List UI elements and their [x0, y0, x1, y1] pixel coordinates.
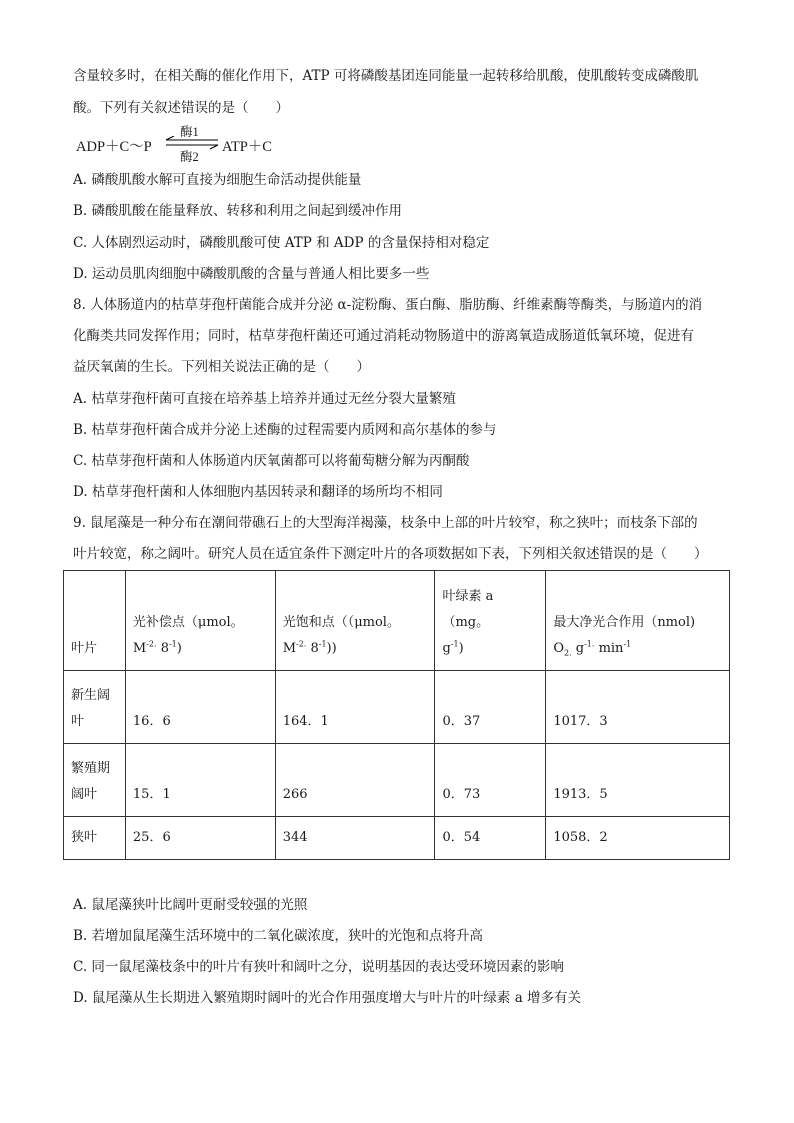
enzyme-1-label: 酶1	[180, 125, 199, 139]
q7-option-c: C. 人体剧烈运动时，磷酸肌酸可使 ATP 和 ADP 的含量保持相对稳定	[73, 235, 490, 251]
intro-line-1: 含量较多时，在相关酶的催化作用下，ATP 可将磷酸基团连同能量一起转移给肌酸，使肌酸转变成磷酸肌	[73, 68, 699, 84]
table-cell: 1017．3	[546, 671, 730, 744]
q8-option-b: B. 枯草芽孢杆菌合成并分泌上述酶的过程需要内质网和高尔基体的参与	[73, 422, 497, 438]
q9-option-b: B. 若增加鼠尾藻生活环境中的二氧化碳浓度，狭叶的光饱和点将升高	[73, 928, 484, 944]
row-label: 新生阔 叶	[64, 671, 126, 744]
q8-stem-line-3: 益厌氧菌的生长。下列相关说法正确的是（ ）	[73, 359, 370, 375]
table-header-row	[64, 571, 730, 671]
q7-option-a: A. 磷酸肌酸水解可直接为细胞生命活动提供能量	[73, 172, 362, 188]
table-cell: 0．54	[435, 817, 546, 860]
q8-stem-line-1: 8. 人体肠道内的枯草芽孢杆菌能合成并分泌 α-淀粉酶、蛋白酶、脂肪酶、纤维素酶等酶类，与肠道内的消	[73, 297, 703, 313]
header-max-photosynthesis: 最大净光合作用（nmol) $O_{2.}$ $g^{-1.}$ $\min^{-1}$	[546, 571, 730, 671]
table-cell: 25．6	[125, 817, 275, 860]
q8-option-a: A. 枯草芽孢杆菌可直接在培养基上培养并通过无丝分裂大量繁殖	[73, 391, 456, 407]
table-cell: 16．6	[125, 671, 275, 744]
table-row	[64, 671, 730, 744]
enzyme-2-label: 酶2	[180, 150, 199, 164]
q9-option-a: A. 鼠尾藻狭叶比阔叶更耐受较强的光照	[73, 897, 308, 913]
header-chlorophyll-a: 叶绿素 a（mg。 $g^{-1}$)	[435, 571, 546, 671]
q8-option-d: D. 枯草芽孢杆菌和人体细胞内基因转录和翻译的场所均不相同	[73, 484, 443, 500]
q8-stem-line-2: 化酶类共同发挥作用；同时，枯草芽孢杆菌还可通过消耗动物肠道中的游离氧造成肠道低氧环境，促进有	[73, 328, 694, 344]
table-cell: 0．73	[435, 744, 546, 817]
header-saturation-point: 光饱和点（（μmol。 $M^{-2.}$ $8^{-1}$))	[275, 571, 435, 671]
intro-line-2: 酸。下列有关叙述错误的是（ ）	[73, 100, 289, 116]
header-compensation-point: 光补偿点（μmol。 $M^{-2.}$ $8^{-1}$)	[125, 571, 275, 671]
q7-option-d: D. 运动员肌肉细胞中磷酸肌酸的含量与普通人相比要多一些	[73, 266, 430, 282]
table-cell: 164．1	[275, 671, 435, 744]
table-cell: 0．37	[435, 671, 546, 744]
table-cell: 344	[275, 817, 435, 860]
table-cell: 266	[275, 744, 435, 817]
table-row	[64, 744, 730, 817]
table-cell: 15．1	[125, 744, 275, 817]
q9-option-c: C. 同一鼠尾藻枝条中的叶片有狭叶和阔叶之分，说明基因的表达受环境因素的影响	[73, 959, 564, 975]
q8-option-c: C. 枯草芽孢杆菌和人体肠道内厌氧菌都可以将葡萄糖分解为丙酮酸	[73, 453, 470, 469]
table-cell: 1058．2	[546, 817, 730, 860]
q9-option-d: D. 鼠尾藻从生长期进入繁殖期时阔叶的光合作用强度增大与叶片的叶绿素 a 增多有关	[73, 990, 582, 1006]
reaction-equation	[76, 126, 316, 162]
table-cell: 1913．5	[546, 744, 730, 817]
equation-right: ATP＋C	[222, 139, 272, 155]
table-row	[64, 817, 730, 860]
leaf-data-table	[63, 570, 730, 860]
q7-option-b: B. 磷酸肌酸在能量释放、转移和利用之间起到缓冲作用	[73, 203, 403, 219]
q9-stem-line-2: 叶片较宽，称之阔叶。研究人员在适宜条件下测定叶片的各项数据如下表，下列相关叙述错误的是（ ）	[73, 546, 708, 562]
header-leaf: 叶片	[64, 571, 126, 671]
equation-left: ADP＋C～P	[76, 139, 152, 155]
row-label: 繁殖期 阔叶	[64, 744, 126, 817]
q9-stem-line-1: 9. 鼠尾藻是一种分布在潮间带礁石上的大型海洋褐藻，枝条中上部的叶片较窄，称之狭叶；而枝条下部的	[73, 515, 698, 531]
row-label: 狭叶	[64, 817, 126, 860]
